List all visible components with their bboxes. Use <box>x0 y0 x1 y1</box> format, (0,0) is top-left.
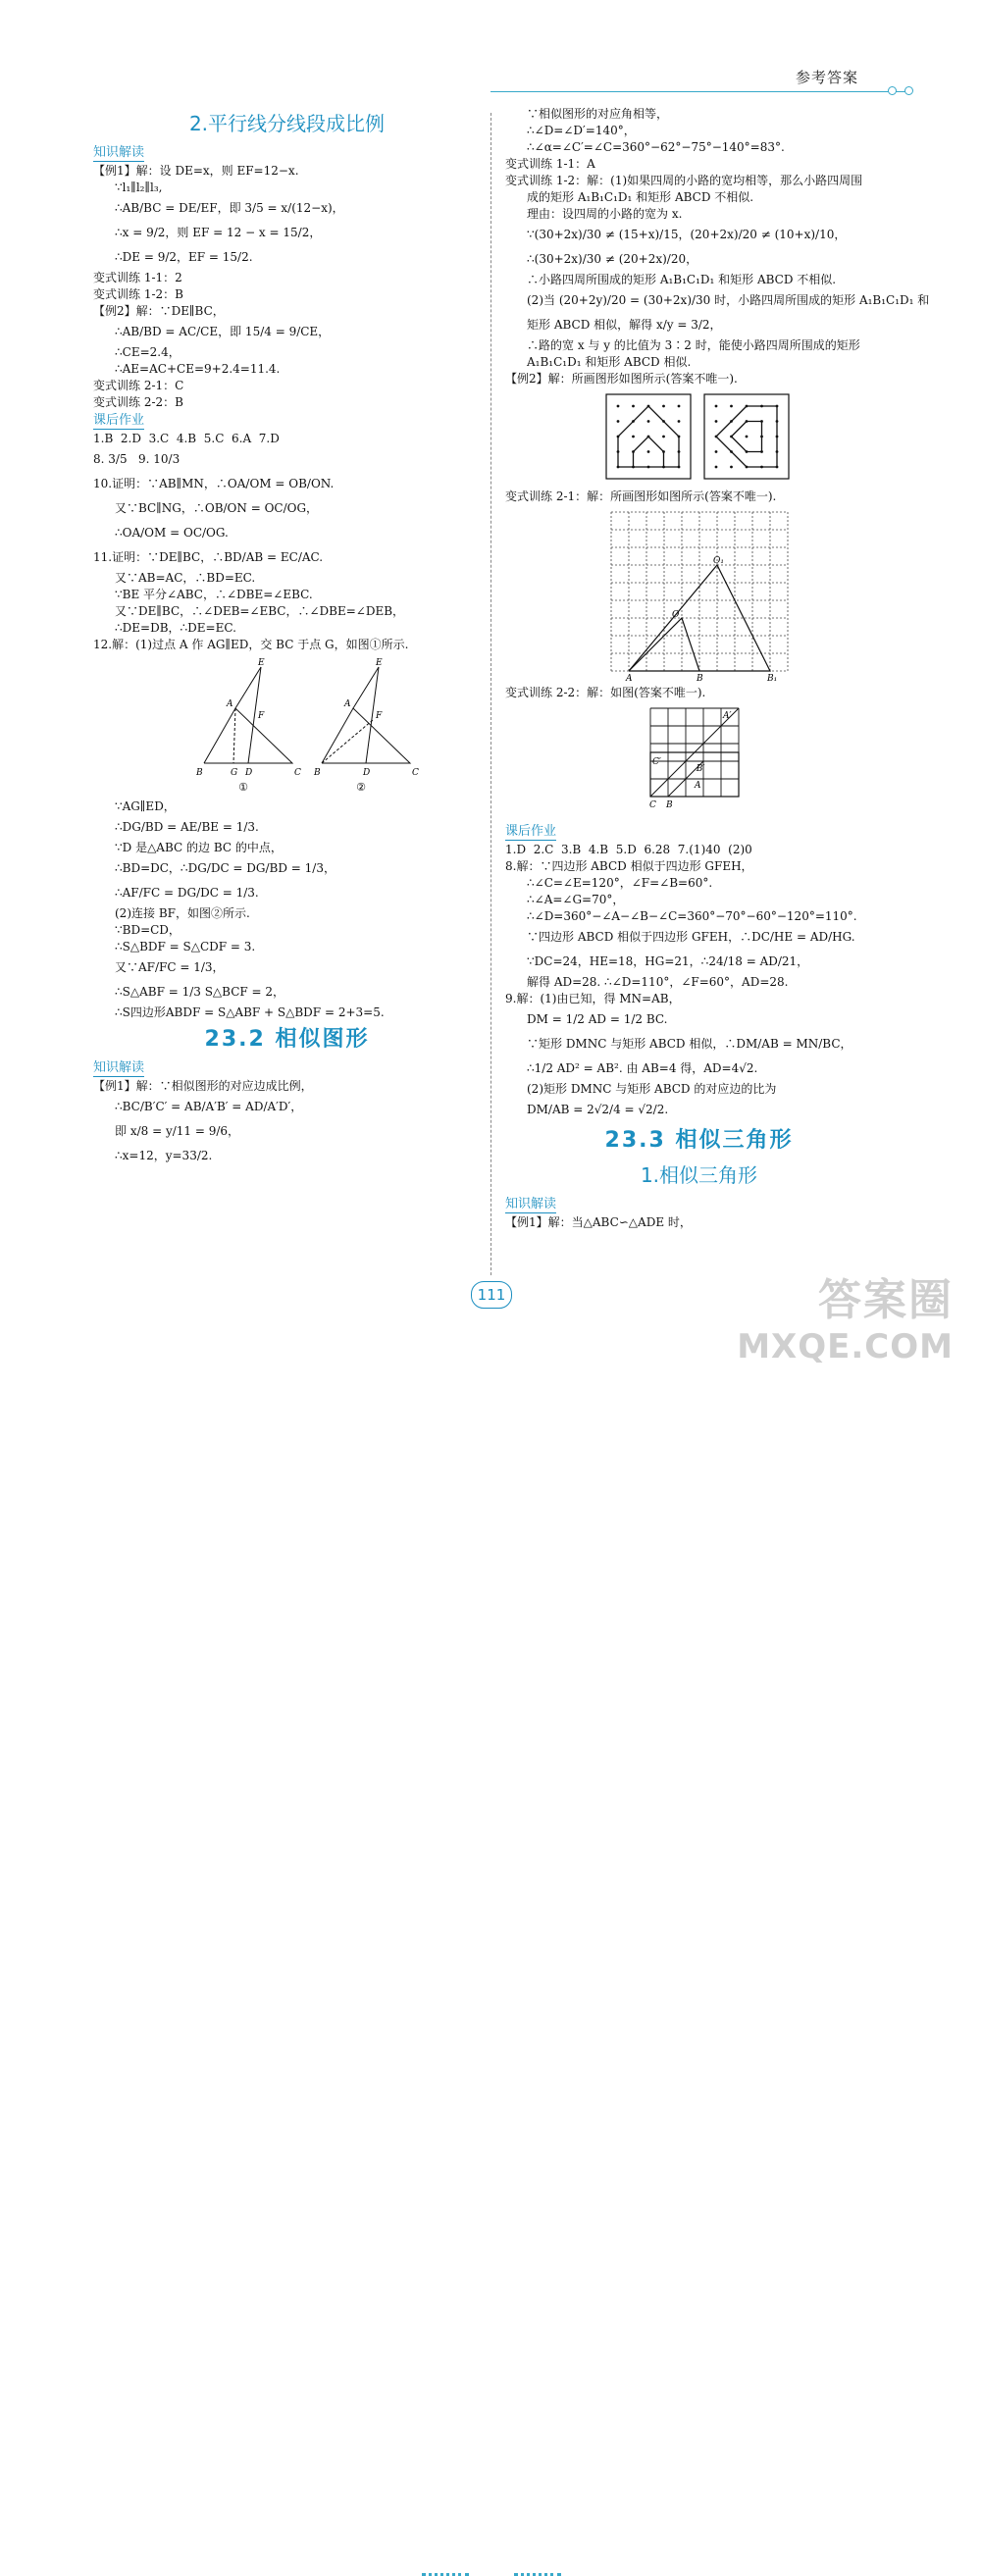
text-line: ∵BD=CD， <box>115 923 181 937</box>
text-line: ∵四边形 ABCD 相似于四边形 GFEH，∴DC/HE = AD/HG. <box>527 930 855 944</box>
text-line: ∴(30+2x)/30 ≠ (20+2x)/20， <box>527 252 698 266</box>
text-line: ∴AF/FC = DG/DC = 1/3. <box>115 886 259 900</box>
page-header <box>0 0 981 108</box>
text-line: ∴∠D=360°−∠A−∠B−∠C=360°−70°−60°−120°=110°. <box>527 909 857 923</box>
svg-text:B′: B′ <box>696 764 704 774</box>
section-title: 23.2 相似图形 <box>204 1027 370 1052</box>
watermark <box>737 1264 954 1366</box>
text-line: 又∵AF/FC = 1/3， <box>115 960 225 974</box>
triangle-figures <box>165 657 419 795</box>
svg-text:A: A <box>343 699 350 709</box>
svg-text:B: B <box>313 768 321 778</box>
section-label: 知识解读 <box>93 145 145 160</box>
column-divider <box>490 113 491 1275</box>
text-line: 又∵DE∥BC，∴∠DEB=∠EBC，∴∠DBE=∠DEB， <box>115 604 405 618</box>
text-line: 9.解：(1)由已知，得 MN=AB， <box>505 992 681 1005</box>
text-line: ∴DE=DB，∴DE=EC. <box>115 621 236 635</box>
svg-text:F: F <box>375 711 382 721</box>
text-line: 变式训练 2-2：B <box>93 395 183 409</box>
text-line: 变式训练 2-1：C <box>93 379 184 392</box>
text-line: 11.证明：∵DE∥BC，∴BD/AB = EC/AC. <box>93 550 324 564</box>
text-line: ∴路的宽 x 与 y 的比值为 3∶2 时，能使小路四周所围成的矩形 <box>527 338 860 352</box>
right-column <box>505 106 930 1231</box>
figure <box>505 391 893 485</box>
text-line: 【例2】解：所画图形如图所示(答案不唯一). <box>505 372 738 386</box>
svg-text:O₁: O₁ <box>712 556 724 566</box>
svg-text:C: C <box>411 768 419 778</box>
text-line: 变式训练 1-2：B <box>93 287 183 301</box>
text-line: ∴BC/B′C′ = AB/A′B′ = AD/A′D′， <box>115 1100 303 1113</box>
svg-text:B: B <box>195 768 203 778</box>
text-line: ∵(30+2x)/30 ≠ (15+x)/15，(20+2x)/20 ≠ (10+x)/10， <box>527 228 847 241</box>
svg-text:C: C <box>293 768 301 778</box>
svg-text:A′: A′ <box>722 711 732 721</box>
subsection-title: 1.相似三角形 <box>640 1163 758 1187</box>
svg-text:B: B <box>696 674 703 684</box>
section-label: 课后作业 <box>505 824 557 839</box>
text-line: 变式训练 1-1：2 <box>93 271 182 284</box>
text-line: 【例1】解：设 DE=x，则 EF=12−x. <box>93 164 299 178</box>
text-line: ∴x = 9/2，则 EF = 12 − x = 15/2， <box>115 226 322 239</box>
section-label-row <box>505 1195 893 1214</box>
header-rule <box>490 91 912 92</box>
text-line: ∴CE=2.4， <box>115 345 181 359</box>
text-line: 变式训练 2-2：解：如图(答案不唯一). <box>505 686 706 699</box>
text-line: ∴AB/BC = DE/EF，即 3/5 = x/(12−x)， <box>115 201 344 215</box>
text-line: 1.D 2.C 3.B 4.B 5.D 6.28 7.(1)40 (2)0 <box>505 843 752 856</box>
text-line: 【例2】解：∵DE∥BC， <box>93 304 225 318</box>
svg-text:B₁: B₁ <box>766 674 777 684</box>
svg-text:C: C <box>648 800 656 810</box>
svg-text:O: O <box>671 610 679 620</box>
figure <box>93 657 481 795</box>
text-line: 即 x/8 = y/11 = 9/6， <box>115 1124 240 1138</box>
header-rule-dot <box>904 86 913 95</box>
text-line: 变式训练 2-1：解：所画图形如图所示(答案不唯一). <box>505 489 777 503</box>
text-line: ∴x=12，y=33/2. <box>115 1149 213 1162</box>
svg-text:A: A <box>625 674 632 684</box>
text-line: ∵DC=24，HE=18，HG=21，∴24/18 = AD/21， <box>527 954 809 968</box>
watermark-line1: 答案圈 <box>818 1275 954 1325</box>
text-line: 【例1】解：当△ABC∽△ADE 时， <box>505 1215 692 1229</box>
svg-text:D: D <box>362 768 370 778</box>
text-line: 矩形 ABCD 相似，解得 x/y = 3/2， <box>527 318 722 332</box>
text-line: ∴OA/OM = OC/OG. <box>115 526 229 540</box>
grid-rectangle-figure <box>645 705 753 818</box>
svg-text:②: ② <box>355 781 366 794</box>
page-number: 111 <box>471 1281 512 1309</box>
text-line: ∴S四边形ABDF = S△ABF + S△BDF = 2+3=5. <box>115 1005 385 1019</box>
text-line: ∴∠C=∠E=120°，∠F=∠B=60°. <box>527 876 713 890</box>
text-line: 【例1】解：∵相似图形的对应边成比例， <box>93 1079 313 1093</box>
svg-text:F: F <box>257 711 264 721</box>
figure <box>505 705 893 818</box>
text-line: 8. 3/5 9. 10/3 <box>93 452 181 466</box>
text-line: (2)矩形 DMNC 与矩形 ABCD 的对应边的比为 <box>527 1082 777 1096</box>
section-label-row <box>93 411 481 431</box>
text-line: 10.证明：∵AB∥MN，∴OA/OM = OB/ON. <box>93 477 335 490</box>
section-label: 知识解读 <box>93 1060 145 1075</box>
svg-text:G: G <box>230 768 237 778</box>
section-title: 23.3 相似三角形 <box>604 1128 794 1153</box>
text-line: ∴S△ABF = 1/3 S△BCF = 2， <box>115 985 285 999</box>
svg-text:①: ① <box>237 781 248 794</box>
text-line: ∴DG/BD = AE/BE = 1/3. <box>115 820 259 834</box>
svg-text:A: A <box>226 699 232 709</box>
text-line: (2)连接 BF，如图②所示. <box>115 906 250 920</box>
text-line: ∵BE 平分∠ABC，∴∠DBE=∠EBC. <box>115 588 313 601</box>
text-line: 解得 AD=28. ∴∠D=110°，∠F=60°，AD=28. <box>527 975 789 989</box>
subsection-title: 2.平行线分线段成比例 <box>188 112 386 135</box>
svg-text:A: A <box>694 781 700 791</box>
grid-triangle-figure <box>606 509 793 684</box>
text-line: ∴小路四周所围成的矩形 A₁B₁C₁D₁ 和矩形 ABCD 不相似. <box>527 273 837 286</box>
left-column <box>93 106 481 1168</box>
text-line: 成的矩形 A₁B₁C₁D₁ 和矩形 ABCD 不相似. <box>527 190 754 204</box>
text-line: ∵矩形 DMNC 与矩形 ABCD 相似，∴DM/AB = MN/BC， <box>527 1037 852 1051</box>
text-line: ∴∠D=∠D′=140°， <box>527 124 636 137</box>
text-line: ∵相似图形的对应角相等， <box>527 107 669 121</box>
text-line: DM/AB = 2√2/4 = √2/2. <box>527 1103 669 1116</box>
text-line: ∴∠α=∠C′=∠C=360°−62°−75°−140°=83°. <box>527 140 785 154</box>
section-label-row <box>93 143 481 163</box>
text-line: ∴S△BDF = S△CDF = 3. <box>115 940 256 953</box>
section-label: 知识解读 <box>505 1197 557 1211</box>
text-line: ∵AG∥ED， <box>115 799 176 813</box>
text-line: ∴AB/BD = AC/CE，即 15/4 = 9/CE， <box>115 325 331 338</box>
svg-text:E: E <box>375 658 383 668</box>
section-label: 课后作业 <box>93 413 145 428</box>
text-line: DM = 1/2 AD = 1/2 BC. <box>527 1012 668 1026</box>
text-line: 理由：设四周的小路的宽为 x. <box>527 207 683 221</box>
text-line: ∴1/2 AD² = AB². 由 AB=4 得，AD=4√2. <box>527 1061 758 1075</box>
text-line: ∴∠A=∠G=70°， <box>527 893 625 906</box>
dot-lattice-figures <box>601 391 798 485</box>
text-line: 12.解：(1)过点 A 作 AG∥ED，交 BC 于点 G，如图①所示. <box>93 638 409 651</box>
text-line: ∵l₁∥l₂∥l₃, <box>115 180 163 194</box>
text-line: (2)当 (20+2y)/20 = (30+2x)/30 时，小路四周所围成的矩形 A₁B₁C₁D₁ 和 <box>527 293 930 307</box>
watermark-line2: MXQE.COM <box>737 1327 954 1366</box>
svg-text:C′: C′ <box>651 757 661 767</box>
text-line: 1.B 2.D 3.C 4.B 5.C 6.A 7.D <box>93 432 280 445</box>
header-title: 参考答案 <box>795 69 858 86</box>
text-line: 变式训练 1-1：A <box>505 157 595 171</box>
text-line: ∵D 是△ABC 的边 BC 的中点， <box>115 841 283 854</box>
header-rule-dot <box>888 86 897 95</box>
figure <box>505 509 893 684</box>
svg-text:B: B <box>665 800 673 810</box>
text-line: 8.解：∵四边形 ABCD 相似于四边形 GFEH， <box>505 859 753 873</box>
section-label-row <box>505 822 893 842</box>
section-label-row <box>93 1058 481 1078</box>
text-line: A₁B₁C₁D₁ 和矩形 ABCD 相似. <box>527 355 692 369</box>
svg-text:D: D <box>244 768 252 778</box>
text-line: ∴AE=AC+CE=9+2.4=11.4. <box>115 362 281 376</box>
svg-text:E: E <box>257 658 265 668</box>
text-line: 又∵BC∥NG，∴OB/ON = OC/OG， <box>115 501 319 515</box>
text-line: ∴BD=DC，∴DG/DC = DG/BD = 1/3， <box>115 861 336 875</box>
text-line: 变式训练 1-2：解：(1)如果四周的小路的宽均相等，那么小路四周围 <box>505 174 863 187</box>
text-line: 又∵AB=AC，∴BD=EC. <box>115 571 256 585</box>
text-line: ∴DE = 9/2，EF = 15/2. <box>115 250 253 264</box>
